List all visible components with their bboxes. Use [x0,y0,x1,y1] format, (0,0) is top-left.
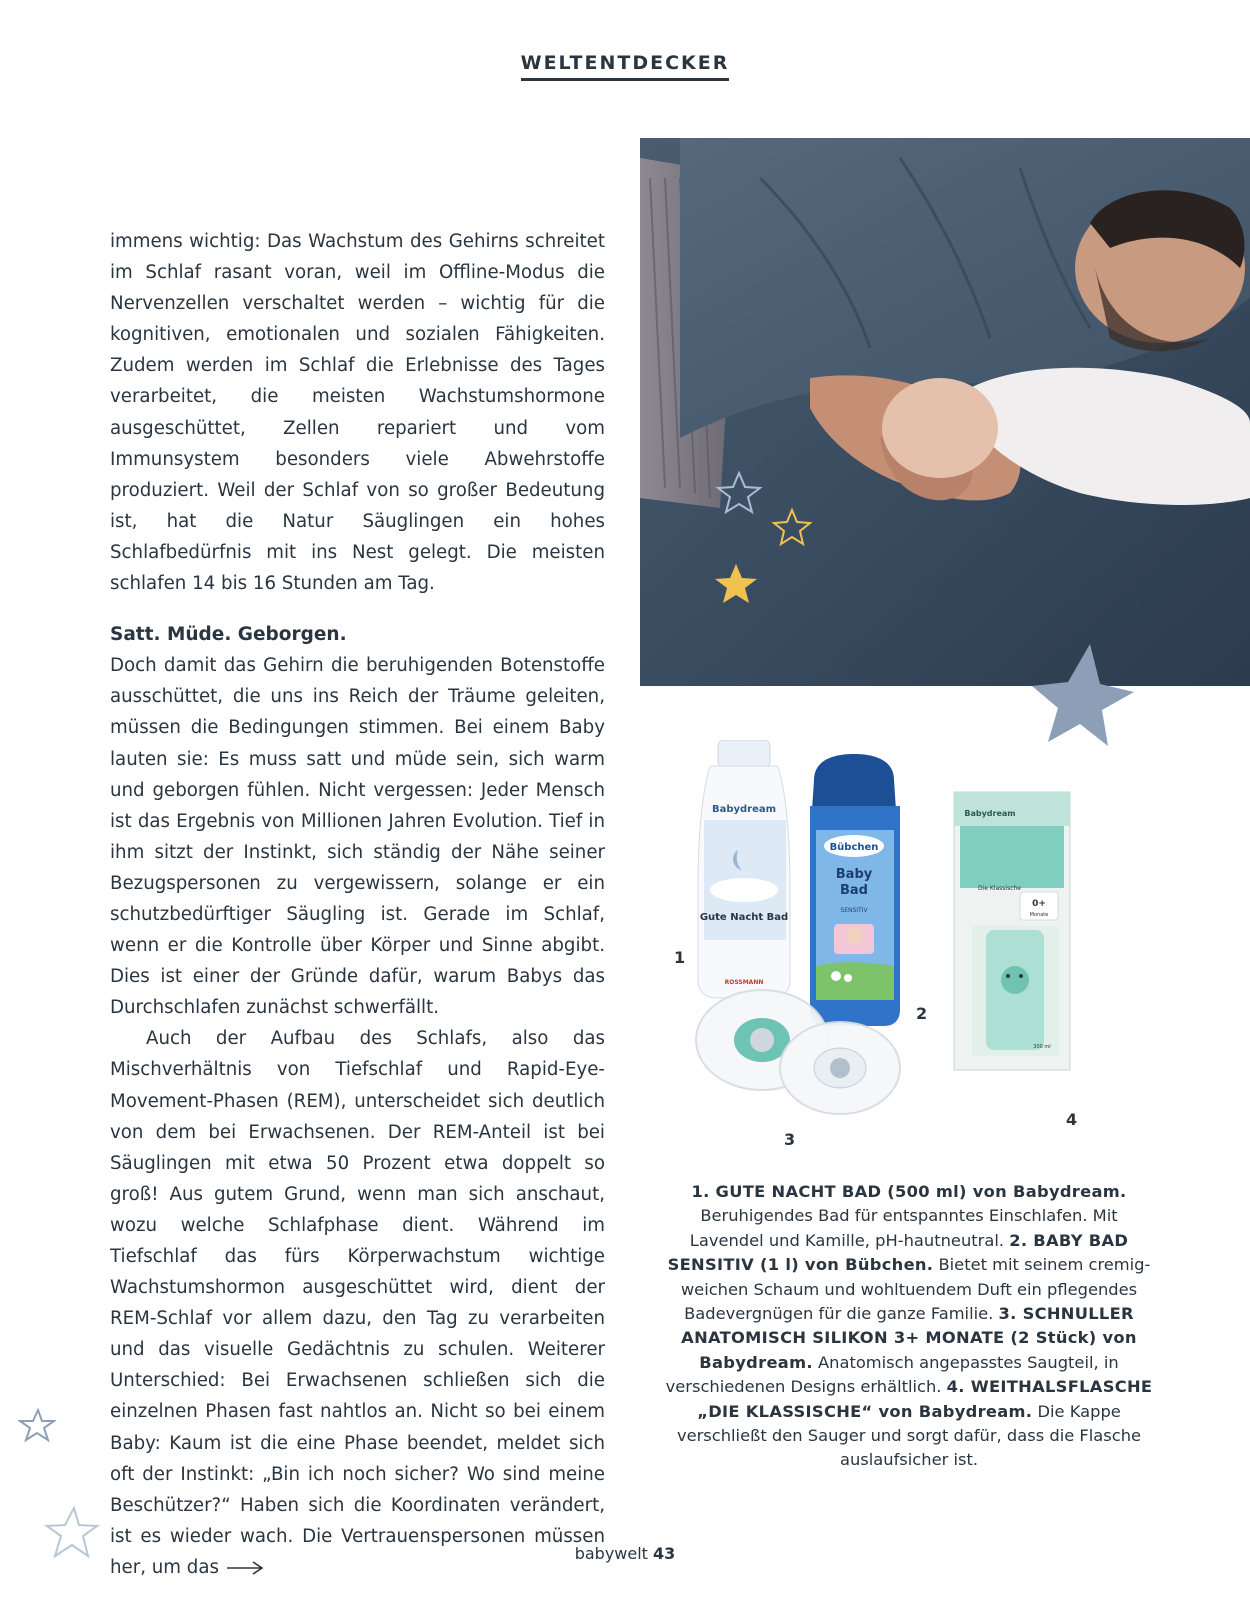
page-footer [0,1544,1250,1563]
article-paragraph-2: Doch damit das Gehirn die beruhigenden Botenstoffe ausschüttet, die uns ins Reich der Träume geleiten, müssen die Bedingungen stimmen. Bei einem Baby lauten sie: Es muss satt und müde sein, sich warm und geborgen fühlen. Nicht vergessen: Jeder Mensch ist das Ergebnis von Millionen Jahren Evolution. Tief in ihm sitzt der Instinkt, sich ständig der Nähe seiner Bezugspersonen zu vergewissern, solange er ein schutzbedürftiger Säugling ist. Gerade im Schlaf, wenn er die Kontrolle über Körper und Sinne abgibt. Dies ist einer der Gründe dafür, warum Babys das Durchschlafen zunächst schwerfällt. [110,655,605,1019]
caption-4-title: 4. WEITHALSFLASCHE „DIE KLASSISCHE“ von Babydream. [697,1377,1153,1421]
product-lineup [674,740,1130,1150]
product-1-gute-nacht-bad [698,740,790,998]
article-subheading: Satt. Müde. Geborgen. [110,624,347,646]
caption-1 [664,1180,1154,1473]
article-paragraph-3-text: Auch der Aufbau des Schlafs, also das Mischverhältnis von Tiefschlaf und Rapid-Eye-Movement-Phasen (REM), unterscheidet sich deutlich von dem bei Erwachsenen. Der REM-Anteil ist bei Säuglingen mit etwa 50 Prozent etwa doppelt so groß! Aus gutem Grund, wenn man sich anschaut, wozu welche Schlafphase dient. Während im Tiefschlaf das fürs Körperwachstum wichtige Wachstumshormon ausgeschüttet wird, dient der REM-Schlaf vor allem dazu, den Tag zu verarbeiten und das visuelle Gedächtnis zu schulen. Weiterer Unterschied: Bei Erwachsenen schließen sich die einzelnen Phasen fast nahtlos an. Nicht so bei einem Baby: Kaum ist die eine Phase beendet, meldet sich oft der Instinkt: „Bin ich noch sicher? Wo sind meine Beschützer?“ Haben sich die Koordinaten verändert, ist es wieder wach. Die Vertrauenspersonen müssen her, um das [110,1028,605,1578]
photo-illustration [640,138,1250,686]
product-1-name: Gute Nacht Bad [699,912,789,923]
product-number-3: 3 [784,1130,796,1149]
product-1-brand: Babydream [711,804,777,815]
caption-1-title: 1. GUTE NACHT BAD (500 ml) von Babydream. [691,1182,1127,1201]
product-2-brand: Bübchen [829,842,879,853]
product-4-volume: 300 ml [1033,1044,1051,1050]
product-4-brand: Babydream [964,809,1016,818]
caption-3-title: 3. SCHNULLER ANATOMISCH SILIKON 3+ MONATE (2 Stück) von Babydream. [681,1304,1137,1372]
photo-father-baby [640,138,1250,686]
large-star-icon [1028,640,1138,750]
section-title: WELTENTDECKER [521,52,730,81]
product-4-age: 0+ [1032,899,1046,909]
star-outline-small-icon [18,1408,56,1444]
caption-3-text: Anatomisch angepasstes Saugteil, in verschiedenen Designs erhältlich. [665,1352,1119,1397]
caption-1-text: Beruhigendes Bad für entspanntes Einschlafen. Mit Lavendel und Kamille, pH-hautneutral. [689,1206,1118,1250]
product-2-baby-bad-sensitiv [810,754,900,1026]
footer-magazine: babywelt [574,1544,648,1563]
caption-2-text: Bietet mit seinem cremig-weichen Schaum und wohltuendem Duft ein pflegendes Badevergnügen für die ganze Familie. [680,1255,1151,1324]
footer-page-number: 43 [653,1544,676,1563]
product-4-age-unit: Monate [1029,912,1049,918]
caption-4-text: Die Kappe verschließt den Sauger und sorgt dafür, dass die Flasche auslaufsicher ist. [676,1401,1142,1470]
article-paragraph-1: immens wichtig: Das Wachstum des Gehirns schreitet im Schlaf rasant voran, weil im Offline-Modus die Nervenzellen verschaltet werden – wichtig für die kognitiven, emotionalen und sozialen Fähigkeiten. Zudem werden im Schlaf die Erlebnisse des Tages verarbeitet, die meisten Wachstumshormone ausgeschüttet, Zellen repariert und vom Immunsystem besonders viele Abwehrstoffe produziert. Weil der Schlaf von so großer Bedeutung ist, hat die Natur Säuglingen ein hohes Schlafbedürfnis mit ins Nest gelegt. Die meisten schlafen 14 bis 16 Stunden am Tag. [110,231,605,595]
product-captions [664,1180,1154,1473]
article-column [110,226,605,1583]
product-1-maker: ROSSMANN [724,979,764,986]
section-header [0,52,1250,81]
product-number-2: 2 [916,1004,928,1023]
product-2-name-line1: Baby [835,867,873,882]
product-4-weithalsflasche [954,792,1070,1070]
product-4-name: Die Klassische [978,885,1022,892]
article-paragraph-3 [110,1023,605,1583]
product-2-name-line2: Bad [840,883,868,898]
product-illustration [690,740,1130,1150]
product-number-1: 1 [674,948,686,967]
caption-2-title: 2. BABY BAD SENSITIV (1 l) von Bübchen. [667,1230,1129,1275]
product-2-variant: SENSITIV [840,907,868,914]
product-number-4: 4 [1066,1110,1078,1129]
